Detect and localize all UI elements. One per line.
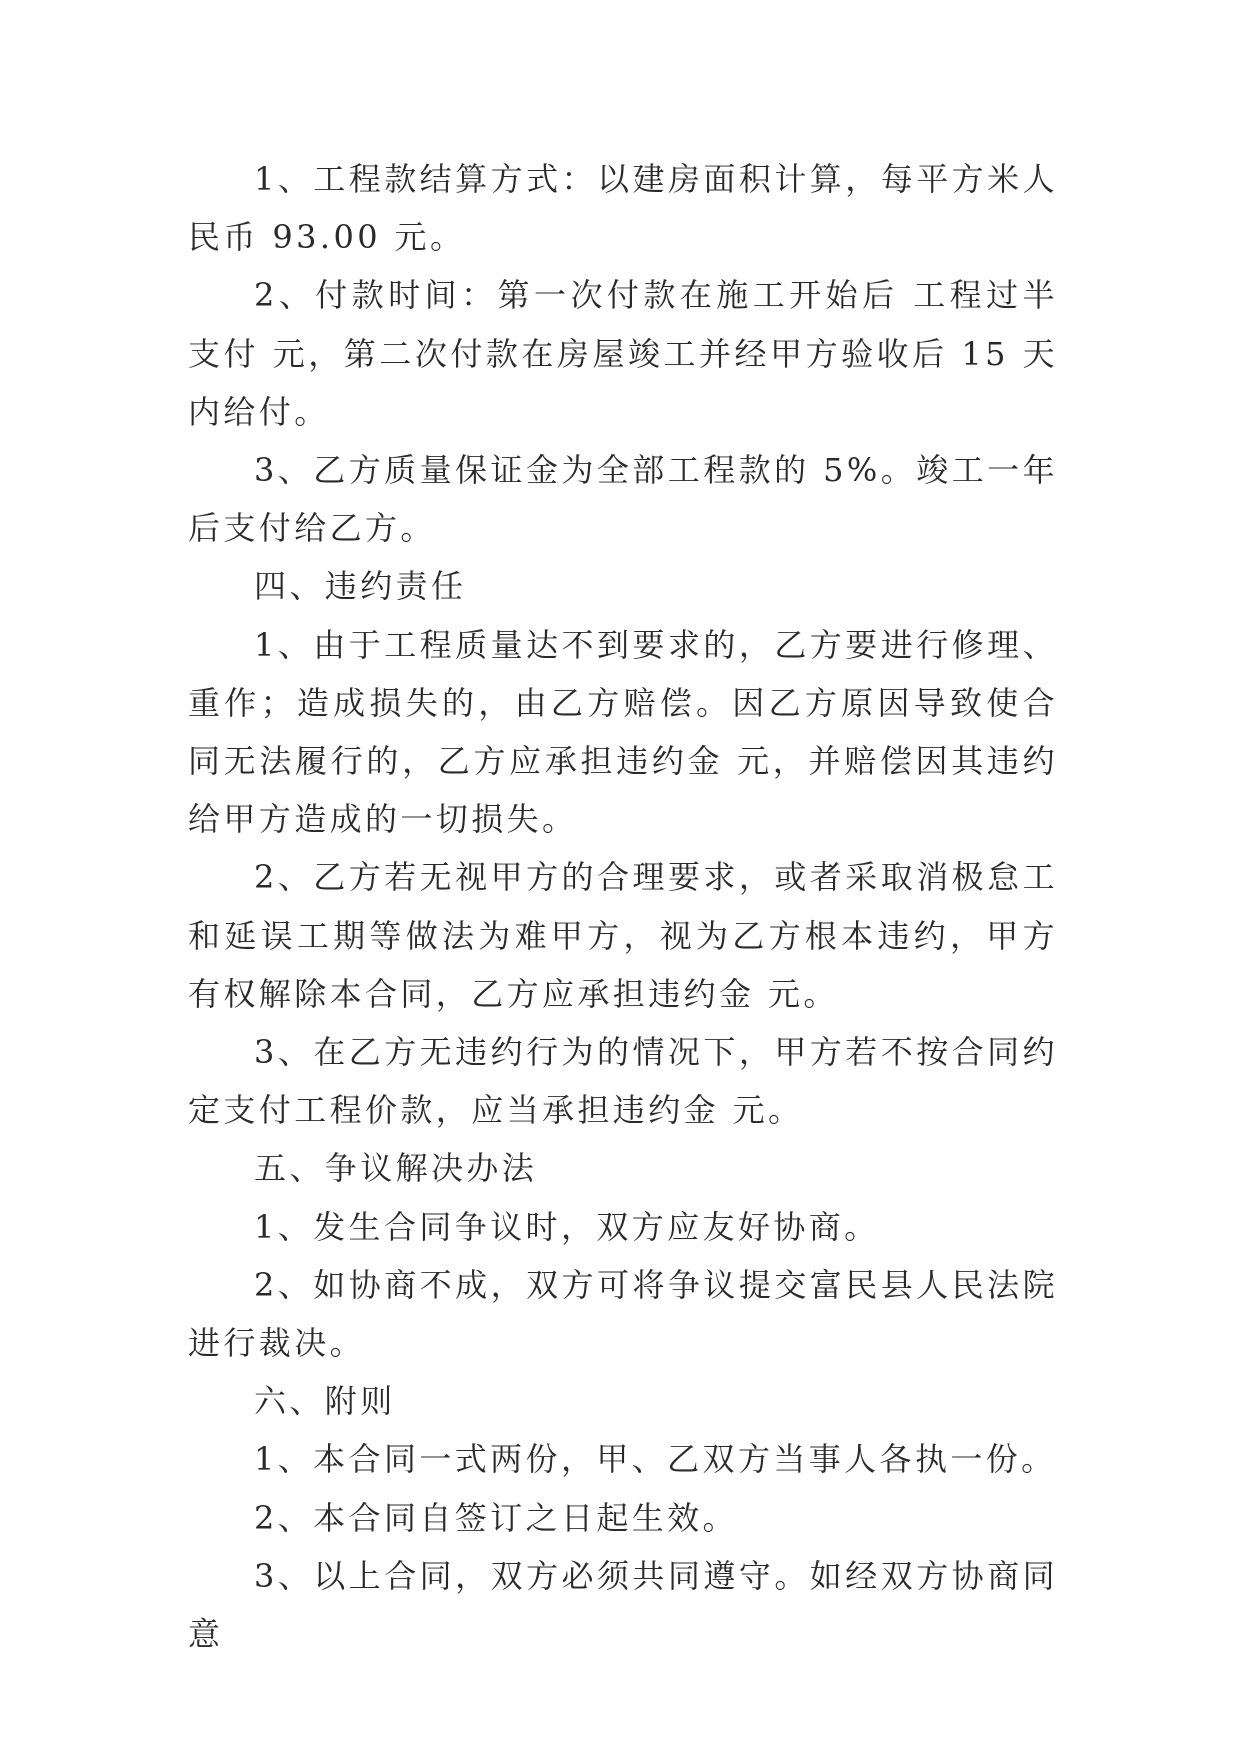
clause-breach-delay: 2、乙方若无视甲方的合理要求，或者采取消极怠工和延误工期等做法为难甲方，视为乙方根本违约，甲方有权解除本合同，乙方应承担违约金 元。 — [188, 858, 1058, 1013]
clause-breach-quality: 1、由于工程质量达不到要求的，乙方要进行修理、重作；造成损失的，由乙方赔偿。因乙方原因导致使合同无法履行的，乙方应承担违约金 元，并赔偿因其违约给甲方造成的一切损失。 — [188, 625, 1058, 839]
clause-dispute-negotiate: 1、发生合同争议时，双方应友好协商。 — [254, 1207, 880, 1246]
clause-quality-deposit: 3、乙方质量保证金为全部工程款的 5%。竣工一年后支付给乙方。 — [188, 451, 1058, 548]
section-heading-supplementary: 六、附则 — [254, 1382, 396, 1421]
clause-effective: 2、本合同自签订之日起生效。 — [254, 1498, 738, 1537]
clause-dispute-court: 2、如协商不成，双方可将争议提交富民县人民法院进行裁决。 — [188, 1265, 1058, 1363]
clause-compliance: 3、以上合同，双方必须共同遵守。如经双方协商同意 — [188, 1556, 1058, 1654]
clause-breach-payment: 3、在乙方无违约行为的情况下，甲方若不按合同约定支付工程价款，应当承担违约金 元。 — [188, 1033, 1058, 1130]
document-body — [188, 150, 1058, 1663]
clause-copies: 1、本合同一式两份，甲、乙双方当事人各执一份。 — [254, 1440, 1057, 1479]
clause-payment-time: 2、付款时间：第一次付款在施工开始后 工程过半支付 元，第二次付款在房屋竣工并经甲方验收后 15 天内给付。 — [188, 276, 1058, 431]
section-heading-breach: 四、违约责任 — [254, 567, 467, 606]
clause-payment-method: 1、工程款结算方式：以建房面积计算，每平方米人民币 93.00 元。 — [188, 160, 1058, 257]
section-heading-dispute: 五、争议解决办法 — [254, 1149, 538, 1188]
